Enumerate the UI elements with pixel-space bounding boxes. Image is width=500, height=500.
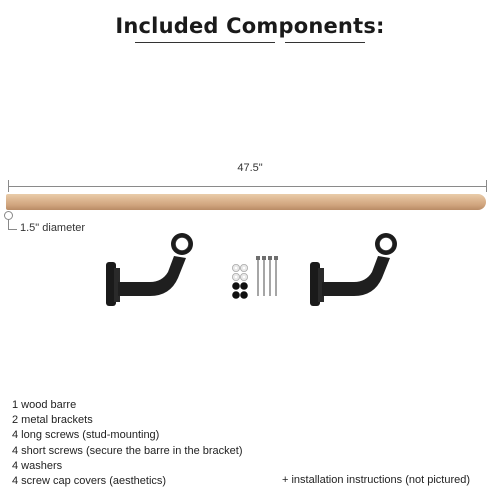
- length-dimension-line: [8, 186, 486, 187]
- title-underline-left: [135, 42, 275, 43]
- list-item: 4 long screws (stud-mounting): [12, 429, 160, 442]
- screw-heads-icon: [256, 256, 278, 260]
- dimension-tick-right: [486, 180, 487, 192]
- screw-cap-covers-icon: [232, 282, 248, 299]
- metal-bracket-right: [304, 232, 404, 312]
- list-item: 4 screw cap covers (aesthetics): [12, 475, 167, 488]
- metal-bracket-left: [100, 232, 200, 312]
- title-underline-right: [285, 42, 365, 43]
- list-item: 1 wood barre: [12, 399, 77, 411]
- washers-icon: [232, 264, 247, 280]
- instructions-note: + installation instructions (not pictured): [282, 474, 471, 486]
- dimension-tick-left: [8, 180, 9, 192]
- long-screws-icon: [258, 260, 276, 296]
- diameter-label: 1.5" diameter: [20, 222, 86, 234]
- components-list: [12, 398, 242, 489]
- length-label: 47.5": [237, 162, 263, 174]
- wood-barre: [6, 194, 486, 210]
- page-title: Included Components:: [115, 14, 385, 38]
- list-item: 4 washers: [12, 459, 63, 472]
- list-item: 4 short screws (secure the barre in the bracket): [12, 444, 243, 457]
- list-item: 2 metal brackets: [12, 414, 93, 427]
- diameter-leader-line: [8, 219, 17, 230]
- hardware-set: [226, 248, 290, 312]
